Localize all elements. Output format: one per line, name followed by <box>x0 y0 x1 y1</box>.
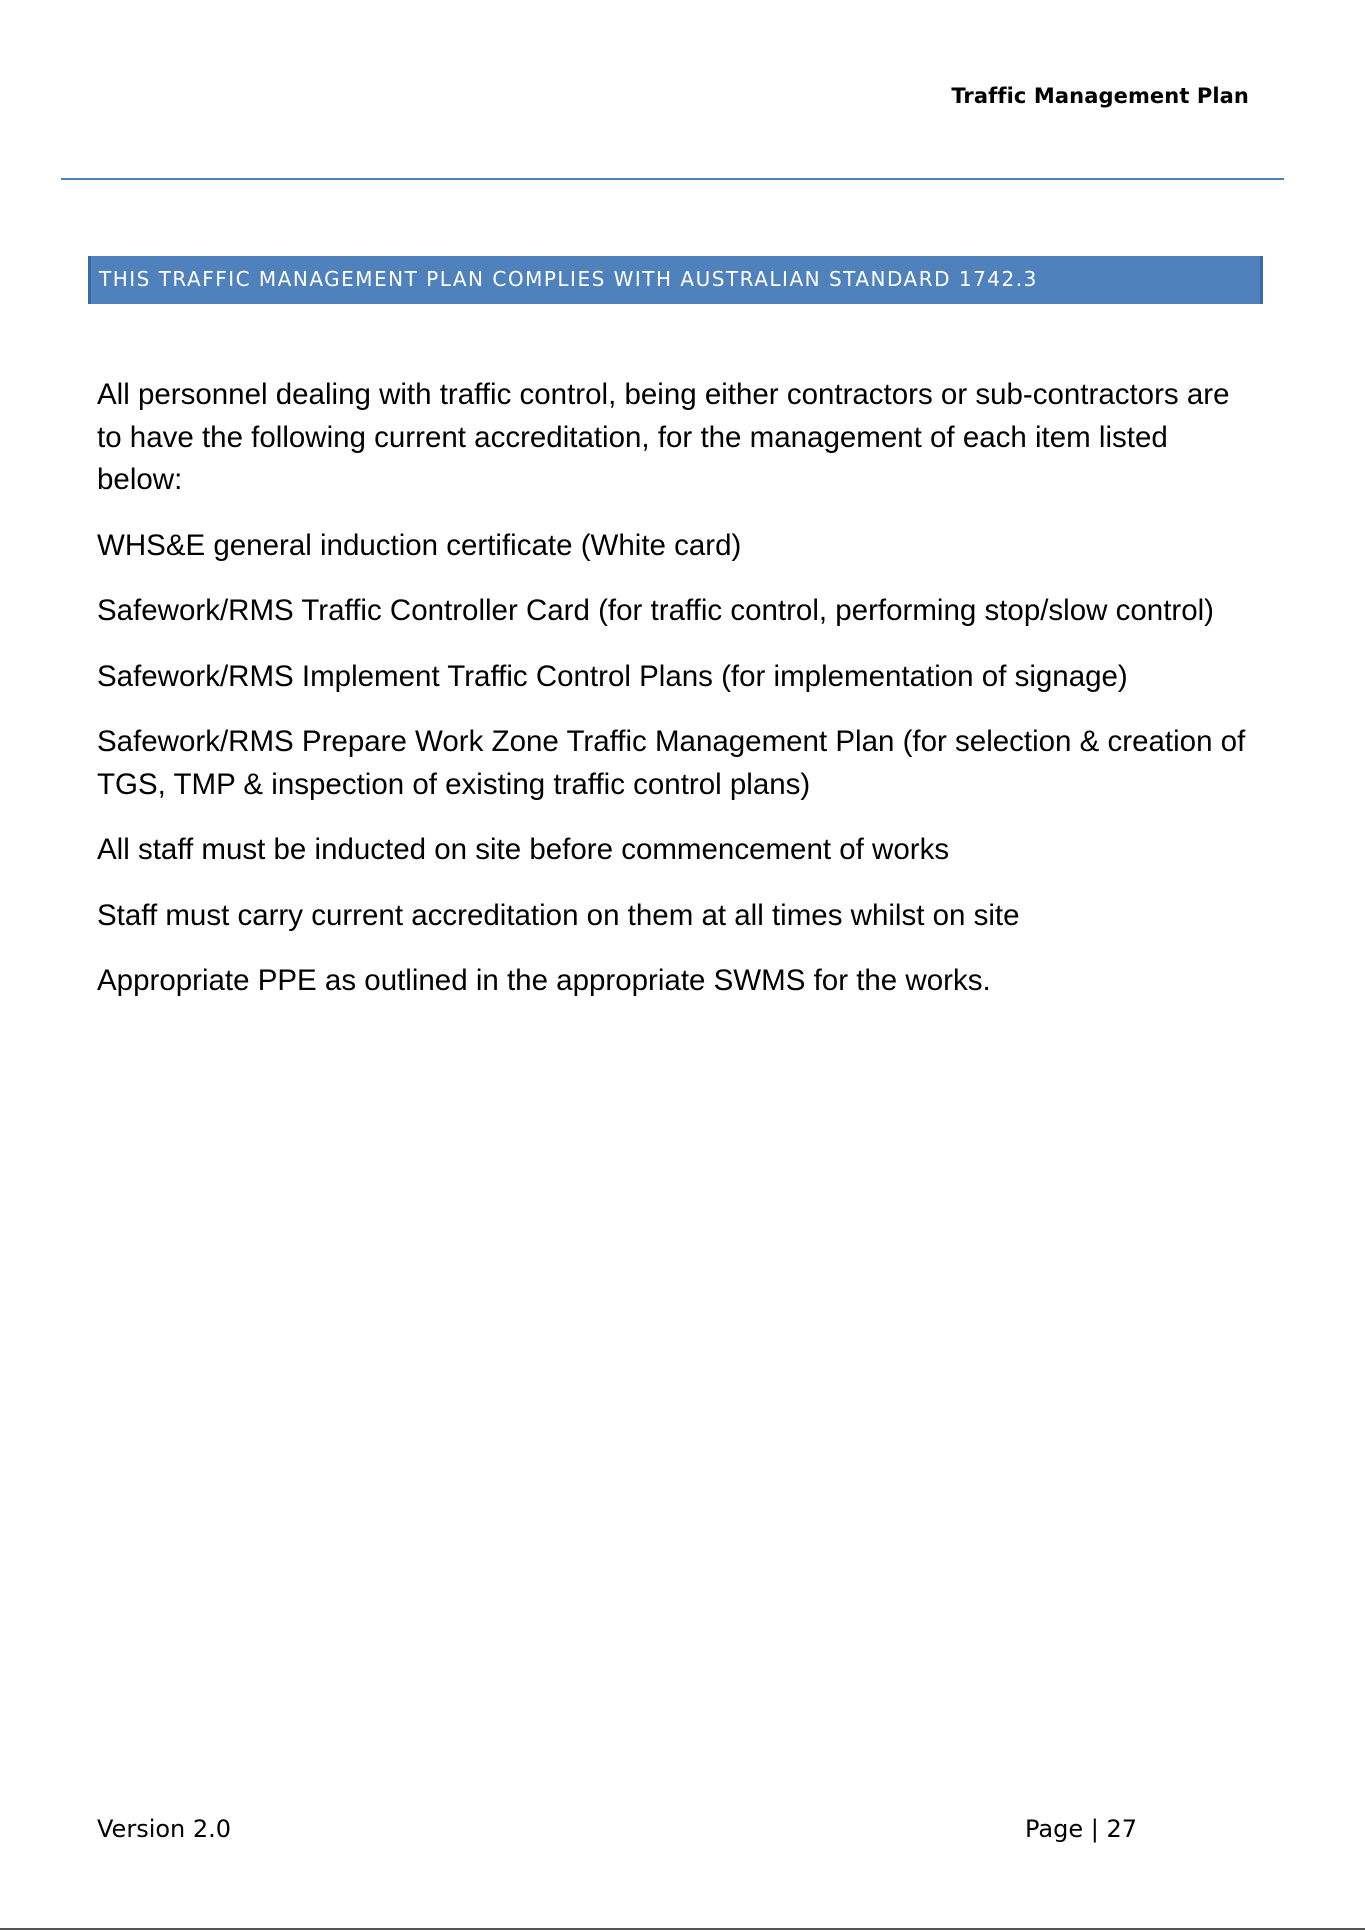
accreditation-item: Safework/RMS Implement Traffic Control Plans (for implementation of signage) <box>97 659 1128 693</box>
header-title: Traffic Management Plan <box>951 84 1249 108</box>
intro-paragraph: All personnel dealing with traffic control, being either contractors or sub-contractors are to have the following current accreditation, for the management of each item listed below: <box>97 378 1230 496</box>
requirement-item: All staff must be inducted on site before commencement of works <box>97 833 950 866</box>
body-content <box>97 374 1257 1026</box>
accreditation-item: Safework/RMS Prepare Work Zone Traffic Management Plan (for selection & creation of TGS, TMP & inspection of existing traffic control plans) <box>97 725 1246 801</box>
compliance-banner <box>88 256 1263 304</box>
header-divider <box>61 178 1284 180</box>
accreditation-item: Safework/RMS Traffic Controller Card (for traffic control, performing stop/slow control) <box>97 594 1215 627</box>
requirement-item: Appropriate PPE as outlined in the appropriate SWMS for the works. <box>97 964 991 997</box>
accreditation-item: WHS&E general induction certificate (White card) <box>97 528 742 562</box>
compliance-banner-text: THIS TRAFFIC MANAGEMENT PLAN COMPLIES WITH AUSTRALIAN STANDARD 1742.3 <box>99 267 1038 291</box>
footer-version: Version 2.0 <box>97 1815 232 1843</box>
requirement-item: Staff must carry current accreditation on them at all times whilst on site <box>97 898 1020 932</box>
footer-page-number: Page | 27 <box>1025 1815 1137 1843</box>
